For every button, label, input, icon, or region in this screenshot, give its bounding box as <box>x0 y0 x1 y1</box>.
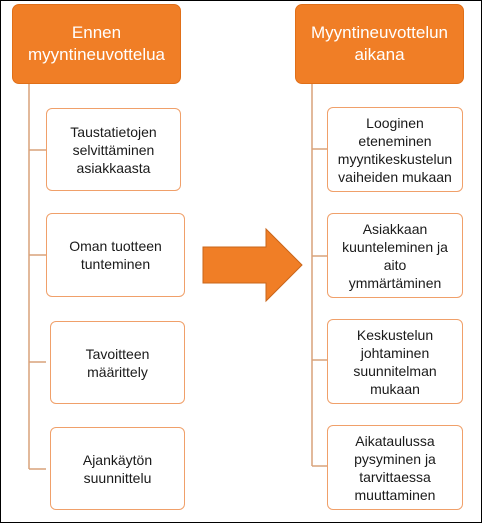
left-card-3 <box>50 321 185 404</box>
left-card-1 <box>46 108 181 191</box>
left-card-1-label: Taustatietojen selvittäminen asiakkaasta <box>70 123 157 176</box>
right-card-1-label: Looginen eteneminen myyntikeskustelun vaiheiden mukaan <box>337 114 453 185</box>
right-card-3 <box>327 319 463 404</box>
right-card-3-label: Keskustelun johtaminen suunnitelman mukaan <box>353 326 437 397</box>
right-column-title: Myyntineuvottelun aikana <box>310 23 449 64</box>
right-card-4-label: Aikataulussa pysyminen ja tarvittaessa muuttaminen <box>354 432 436 503</box>
left-card-4-label: Ajankäytön suunnittelu <box>82 451 153 486</box>
right-card-1 <box>327 107 463 192</box>
left-card-3-label: Tavoitteen määrittely <box>85 345 150 380</box>
left-column-header <box>12 4 181 84</box>
left-card-2 <box>46 213 185 297</box>
left-card-4 <box>50 427 185 510</box>
right-card-2-label: Asiakkaan kuunteleminen ja aito ymmärtäminen <box>342 220 448 291</box>
left-column-title: Ennen myyntineuvottelua <box>27 23 166 64</box>
right-card-2 <box>327 213 463 298</box>
right-column-header <box>295 4 464 84</box>
right-card-4 <box>327 425 463 510</box>
left-card-2-label: Oman tuotteen tunteminen <box>69 238 162 272</box>
